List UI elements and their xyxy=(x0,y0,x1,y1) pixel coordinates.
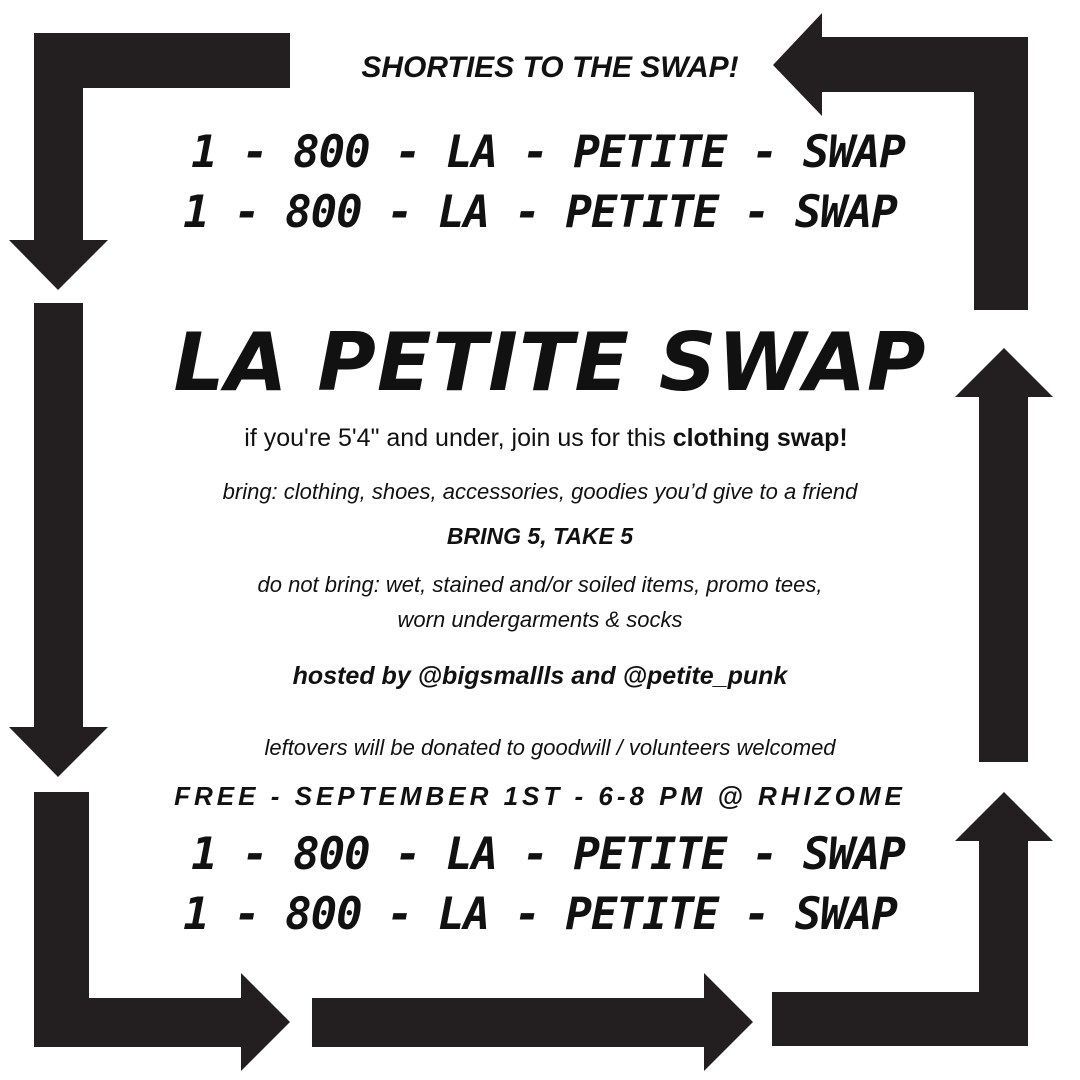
event-title: LA PETITE SWAP xyxy=(173,316,927,409)
phone-line-bottom-2: 1 - 800 - LA - PETITE - SWAP xyxy=(183,889,897,940)
do-not-bring-line-2: worn undergarments & socks xyxy=(397,607,683,632)
arrow-right-up-icon xyxy=(955,348,1053,762)
event-details: FREE - SEPTEMBER 1ST - 6-8 PM @ RHIZOME xyxy=(174,781,906,811)
intro-lead: if you're 5'4" and under, join us for this xyxy=(244,424,673,452)
phone-line-top-1: 1 - 800 - LA - PETITE - SWAP xyxy=(191,127,905,178)
phone-line-bottom-1: 1 - 800 - LA - PETITE - SWAP xyxy=(191,829,905,880)
swap-rule: BRING 5, TAKE 5 xyxy=(446,523,634,549)
hosts: hosted by @bigsmallls and @petite_punk xyxy=(292,662,788,690)
do-not-bring-line-1: do not bring: wet, stained and/or soiled items, promo tees, xyxy=(257,572,823,597)
intro-emphasis: clothing swap! xyxy=(672,424,848,452)
tagline: SHORTIES TO THE SWAP! xyxy=(361,51,739,84)
phone-line-top-2: 1 - 800 - LA - PETITE - SWAP xyxy=(183,187,897,238)
leftovers-note: leftovers will be donated to goodwill / volunteers welcomed xyxy=(264,735,836,760)
arrow-bottom-right-icon xyxy=(312,973,753,1071)
bring-list: bring: clothing, shoes, accessories, goodies you’d give to a friend xyxy=(222,479,858,504)
intro-text xyxy=(0,420,1080,456)
